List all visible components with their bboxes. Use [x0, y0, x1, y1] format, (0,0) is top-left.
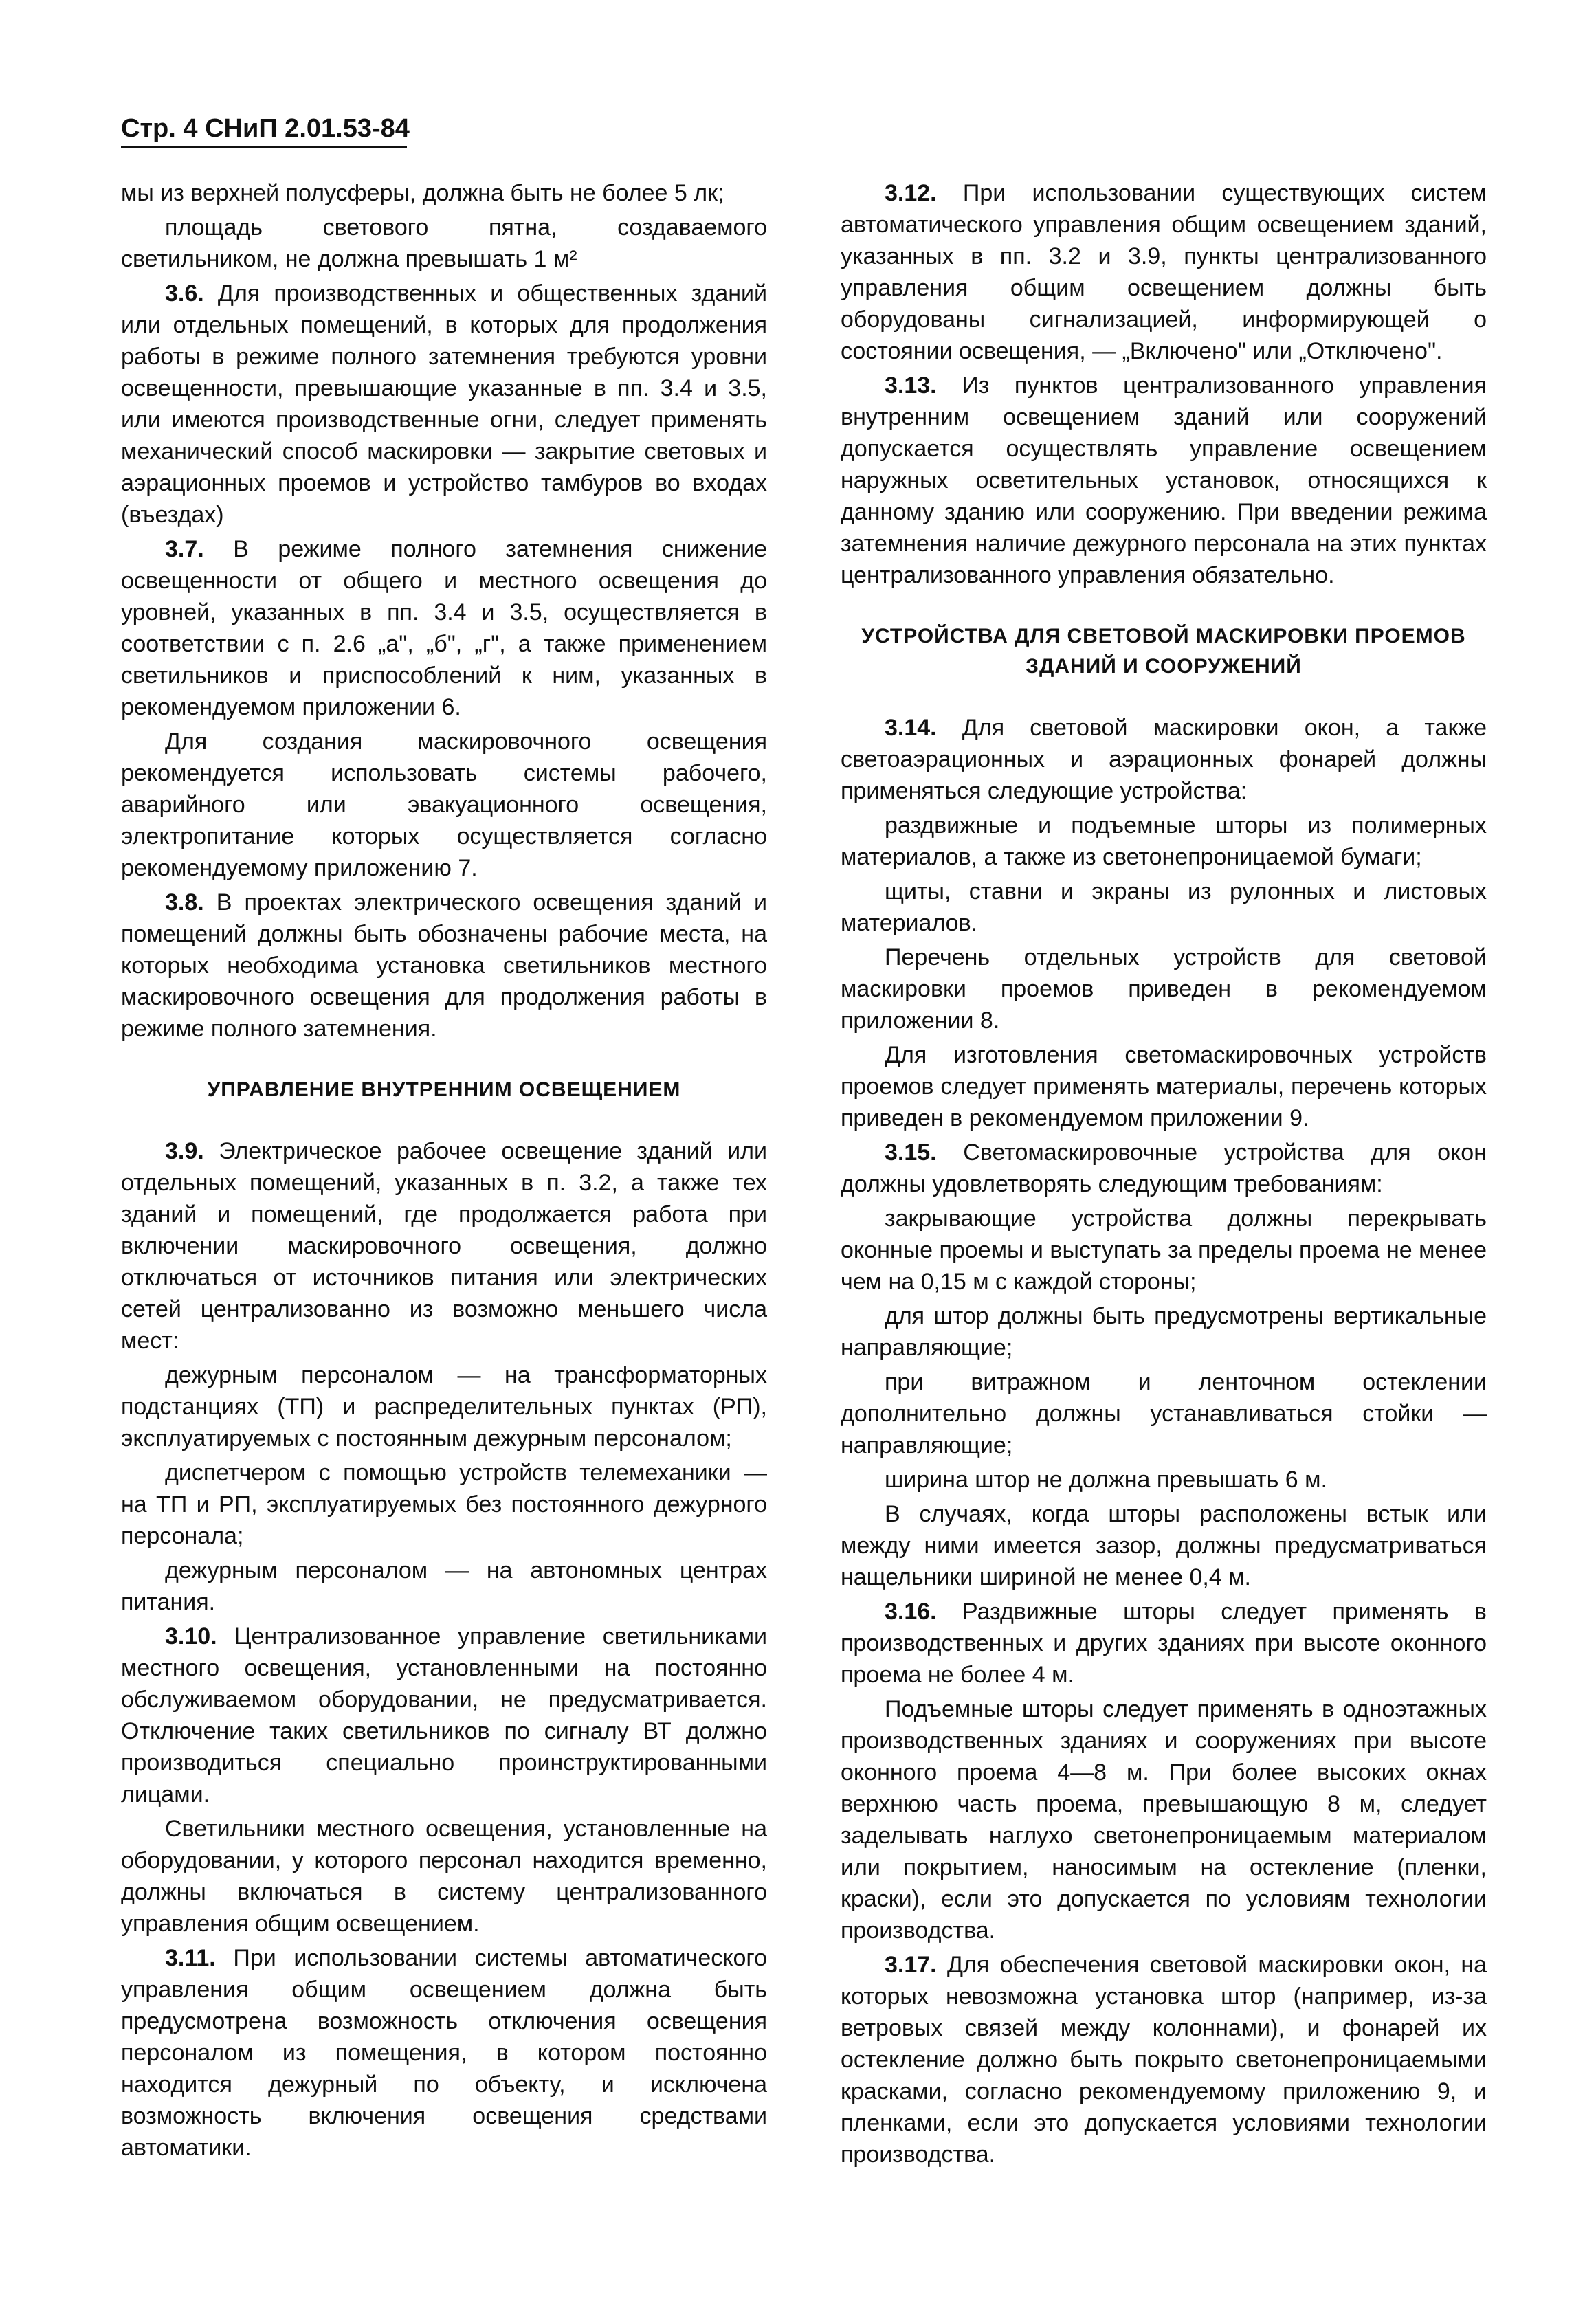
clause-text: Из пунктов централизованного управления внутренним освещением зданий или сооружений допускается осуществлять управление освещением наружных осветительных установок, относящихся к данному зданию или сооружению. При введении режима затемнения наличие дежурного персонала на этих пунктах централизованного управления обязательно. — [841, 373, 1487, 588]
clause-text: При использовании системы автоматического управления общим освещением должна быть предусмотрена возможность отключения освещения персоналом из помещения, в котором постоянно находится дежурный по объекту, и исключена возможность включения освещения средствами автоматики. — [121, 1945, 767, 2161]
clause-number: 3.17. — [885, 1952, 937, 1978]
spacer — [121, 1047, 767, 1075]
paragraph: дежурным персоналом — на трансформаторных подстанциях (ТП) и распределительных пунктах (РП), эксплуатируемых с постоянным дежурным персоналом; — [121, 1362, 767, 1452]
clause-3-17 — [841, 1949, 1487, 2170]
clause-text: Раздвижные шторы следует применять в производственных и других зданиях при высоте оконного проема не более 4 м. — [841, 1599, 1487, 1688]
clause-text: Для обеспечения световой маскировки окон, на которых невозможна установка штор (например, из-за ветровых связей между колоннами), и фонарей их остекление должно быть покрыто светонепроницаемыми красками, согласно рекомендуемому приложению 9, и пленками, если это допускается условиями технологии производства. — [841, 1952, 1487, 2168]
paragraph: при витражном и ленточном остеклении дополнительно должны устанавливаться стойки — направляющие; — [841, 1369, 1487, 1458]
clause-number: 3.6. — [165, 280, 204, 307]
paragraph: диспетчером с помощью устройств телемеханики — на ТП и РП, эксплуатируемых без постоянного дежурного персонала; — [121, 1460, 767, 1549]
clause-number: 3.15. — [885, 1140, 937, 1166]
paragraph: площадь светового пятна, создаваемого светильником, не должна превышать 1 м² — [121, 214, 767, 272]
clause-number: 3.13. — [885, 373, 937, 399]
clause-3-9 — [121, 1135, 767, 1357]
paragraph: Перечень отдельных устройств для световой маскировки проемов приведен в рекомендуемом приложении 8. — [841, 944, 1487, 1034]
clause-3-14 — [841, 712, 1487, 807]
paragraph: Для создания маскировочного освещения рекомендуется использовать системы рабочего, аварийного или эвакуационного освещения, электропитание которых осуществляется согласно рекомендуемому приложению 7. — [121, 729, 767, 881]
clause-number: 3.14. — [885, 715, 937, 741]
paragraph: дежурным персоналом — на автономных центрах питания. — [121, 1557, 767, 1615]
paragraph: для штор должны быть предусмотрены вертикальные направляющие; — [841, 1303, 1487, 1361]
clause-text: Централизованное управление светильниками местного освещения, установленными на постоянно обслуживаемом оборудовании, не предусматривается. Отключение таких светильников по сигналу ВТ должно производиться специально проинструктированными лицами. — [121, 1623, 767, 1808]
page-header: Стр. 4 СНиП 2.01.53-84 — [121, 114, 410, 143]
clause-3-8 — [121, 887, 767, 1045]
paragraph: Для изготовления светомаскировочных устройств проемов следует применять материалы, перечень которых приведен в рекомендуемом приложении 9. — [841, 1042, 1487, 1131]
paragraph: В случаях, когда шторы расположены встык или между ними имеется зазор, должны предусматриваться нащельники шириной не менее 0,4 м. — [841, 1501, 1487, 1590]
section-heading: УПРАВЛЕНИЕ ВНУТРЕННИМ ОСВЕЩЕНИЕМ — [207, 1078, 681, 1101]
clause-number: 3.11. — [165, 1945, 216, 1971]
header-rule — [121, 146, 407, 148]
clause-number: 3.16. — [885, 1599, 937, 1625]
clause-3-15 — [841, 1137, 1487, 1200]
paragraph: щиты, ставни и экраны из рулонных и листовых материалов. — [841, 878, 1487, 936]
paragraph: Светильники местного освещения, установленные на оборудовании, у которого персонал находится временно, должны включаться в систему централизованного управления общим освещением. — [121, 1816, 767, 1937]
clause-number: 3.10. — [165, 1623, 217, 1649]
clause-number: 3.7. — [165, 536, 204, 562]
paragraph: Подъемные шторы следует применять в одноэтажных производственных зданиях и сооружениях при высоте оконного проема 4—8 м. При более высоких окнах верхнюю часть проема, превышающую 8 м, следует заделывать наглухо светонепроницаемым материалом или покрытием, наносимым на остекление (пленки, краски), если это допускается по условиям технологии производства. — [841, 1696, 1487, 1944]
clause-3-11 — [121, 1942, 767, 2164]
spacer — [841, 685, 1487, 712]
paragraph: мы из верхней полусферы, должна быть не более 5 лк; — [121, 180, 724, 206]
clause-text: В режиме полного затемнения снижение освещенности от общего и местного освещения до уровней, указанных в пп. 3.4 и 3.5, осуществляется в соответствии с п. 2.6 „а", „б", „г", а также применением светильников и приспособлений к ним, указанных в рекомендуемом приложении 6. — [121, 536, 767, 720]
right-column — [841, 177, 1487, 2173]
clause-text: Электрическое рабочее освещение зданий или отдельных помещений, указанных в п. 3.2, а также тех зданий и помещений, где продолжается работа при включении маскировочного освещения, должно отключаться от источников питания или электрических сетей централизованно из возможно меньшего числа мест: — [121, 1138, 767, 1354]
paragraph: закрывающие устройства должны перекрывать оконные проемы и выступать за пределы проема не менее чем на 0,15 м с каждой стороны; — [841, 1205, 1487, 1295]
clause-text: Для производственных и общественных зданий или отдельных помещений, в которых для продолжения работы в режиме полного затемнения требуются уровни освещенности, превышающие указанные в пп. 3.4 и 3.5, или имеются производственные огни, следует применять механический способ маскировки — закрытие световых и аэрационных проемов и устройство тамбуров во входах (въездах) — [121, 280, 767, 528]
spacer — [121, 1108, 767, 1135]
clause-text: Светомаскировочные устройства для окон должны удовлетворять следующим требованиям: — [841, 1140, 1487, 1197]
left-column — [121, 177, 767, 2166]
section-heading: УСТРОЙСТВА ДЛЯ СВЕТОВОЙ МАСКИРОВКИ ПРОЕМОВ ЗДАНИЙ И СООРУЖЕНИЙ — [861, 625, 1466, 678]
clause-3-16 — [841, 1596, 1487, 1691]
clause-3-7 — [121, 533, 767, 723]
clause-number: 3.9. — [165, 1138, 204, 1164]
clause-3-10 — [121, 1621, 767, 1810]
clause-number: 3.12. — [885, 180, 937, 206]
clause-3-6 — [121, 278, 767, 531]
paragraph: раздвижные и подъемные шторы из полимерных материалов, а также из светонепроницаемой бумаги; — [841, 812, 1487, 870]
clause-3-12 — [841, 177, 1487, 367]
paragraph: ширина штор не должна превышать 6 м. — [885, 1467, 1327, 1493]
clause-text: В проектах электрического освещения зданий и помещений должны быть обозначены рабочие места, на которых необходима установка светильников местного маскировочного освещения для продолжения работы в режиме полного затемнения. — [121, 889, 767, 1042]
clause-text: При использовании существующих систем автоматического управления общим освещением зданий, указанных в пп. 3.2 и 3.9, пункты централизованного управления общим освещением должны быть оборудованы сигнализацией, информирующей о состоянии освещения, — „Включено" или „Отключено". — [841, 180, 1487, 364]
clause-text: Для световой маскировки окон, а также светоаэрационных и аэрационных фонарей должны применяться следующие устройства: — [841, 715, 1487, 804]
clause-number: 3.8. — [165, 889, 204, 915]
clause-3-13 — [841, 370, 1487, 591]
spacer — [841, 594, 1487, 621]
